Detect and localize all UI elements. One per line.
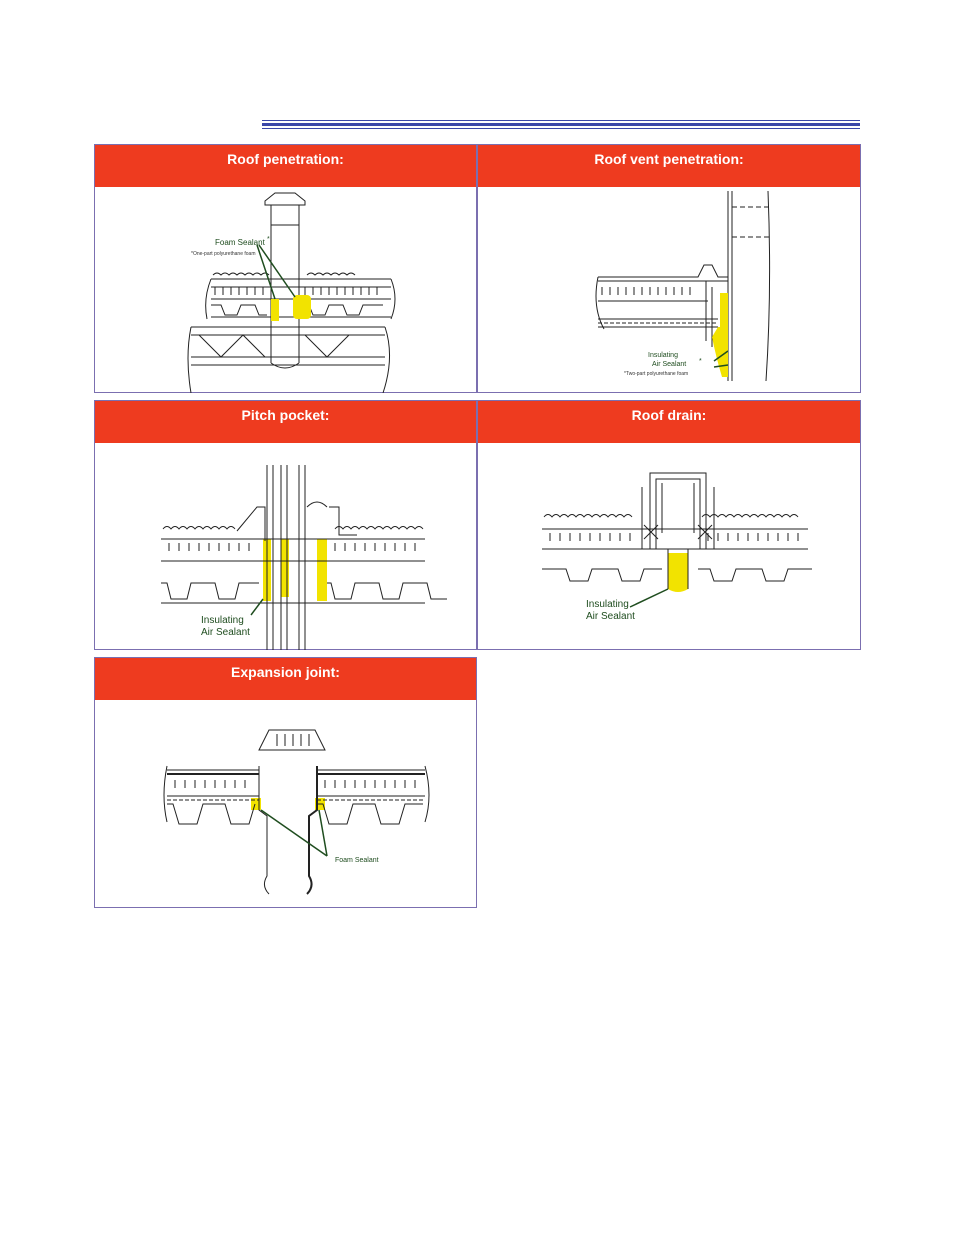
foam-sealant-label: Foam Sealant — [215, 238, 265, 247]
panel-title: Pitch pocket: — [95, 401, 476, 443]
panel-pitch-pocket — [94, 400, 477, 650]
air-sealant-fill-3 — [317, 539, 327, 601]
roof-drain-diagram — [478, 443, 860, 650]
sealant-label-line1: Insulating — [586, 599, 629, 610]
panel-roof-penetration — [94, 144, 477, 393]
sealant-label-line2: Air Sealant — [201, 627, 250, 638]
foam-sealant-marker: * — [267, 236, 270, 243]
panel-roof-drain — [477, 400, 861, 650]
panel-expansion-joint — [94, 657, 477, 908]
header-rule-thick — [262, 123, 860, 126]
roof-vent-diagram — [478, 187, 860, 393]
panel-title: Roof penetration: — [95, 145, 476, 187]
panel-roof-vent-penetration — [477, 144, 861, 393]
sealant-label-line1: Insulating — [648, 352, 678, 359]
foam-note: *One-part polyurethane foam — [191, 251, 256, 257]
sealant-label-line1: Insulating — [201, 615, 244, 626]
header-rule-bottom — [262, 128, 860, 129]
panel-title: Roof drain: — [478, 401, 860, 443]
air-sealant-fill — [668, 553, 688, 592]
foam-sealant-label: Foam Sealant — [335, 857, 379, 864]
panel-title: Roof vent penetration: — [478, 145, 860, 187]
pitch-pocket-diagram — [95, 443, 476, 650]
header-rule-top — [262, 120, 860, 121]
expansion-joint-diagram — [95, 700, 476, 908]
air-sealant-fill-top — [720, 293, 728, 327]
foam-sealant-left — [271, 299, 279, 321]
foam-sealant-right — [293, 295, 311, 319]
sealant-note: *Two-part polyurethane foam — [624, 371, 689, 377]
roof-penetration-diagram — [95, 187, 476, 393]
sealant-marker: * — [699, 358, 702, 365]
air-sealant-fill-2 — [281, 539, 289, 597]
panel-title: Expansion joint: — [95, 658, 476, 700]
sealant-label-line2: Air Sealant — [586, 611, 635, 622]
sealant-label-line2: Air Sealant — [652, 361, 687, 368]
